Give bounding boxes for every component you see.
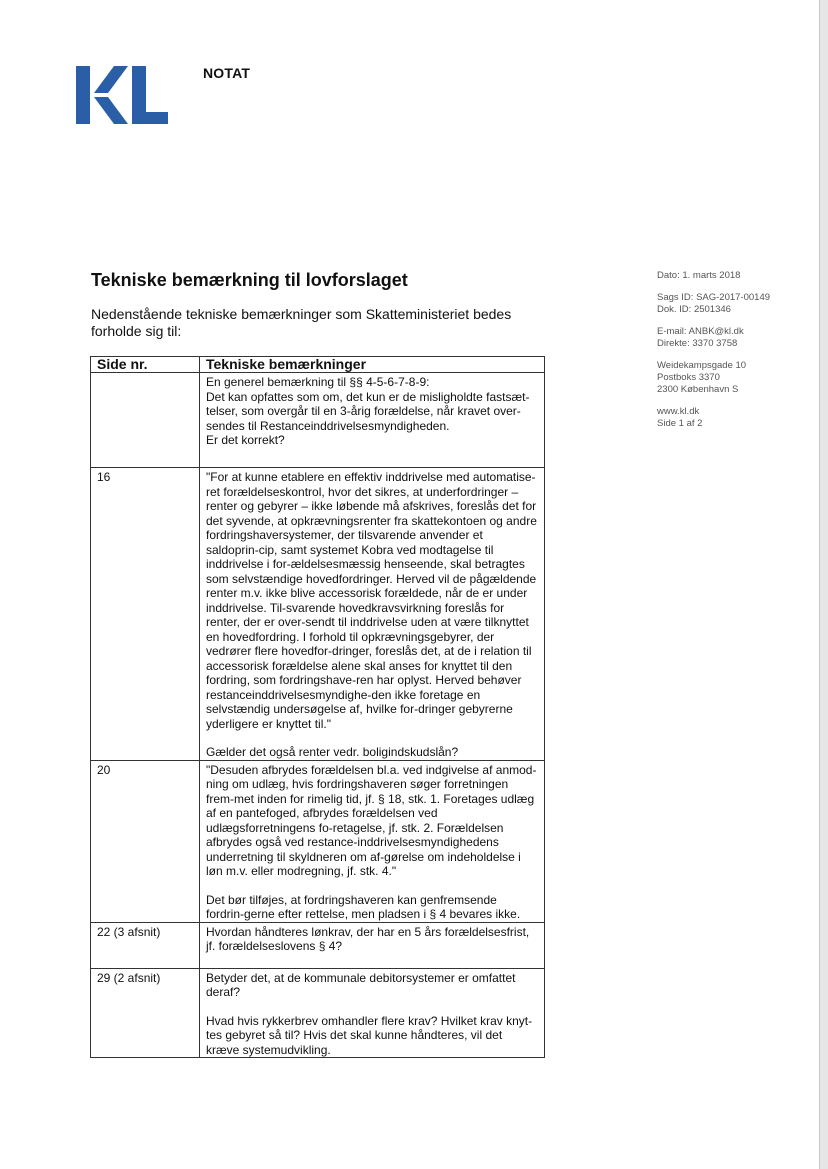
table-row (91, 760, 545, 922)
remark-paragraph: "Desuden afbrydes forældelsen bl.a. ved indgivelse af anmod-ning om udlæg, hvis fordringshaveren søger forretningen frem-met inden for rimelig tid, jf. § 18, stk. 1. Foretages udlæg af en pantefoged, afbrydes forældelsen ved udlægsforretningens fo-retagelse, jf. stk. 2. Forældelsen afbrydes også ved restance-inddrivelsesmyndighedens underretning til skyldneren om af-gørelse om indeholdelse i løn m.v. eller modregning, jf. stk. 4." (206, 762, 537, 878)
side-cell: 29 (2 afsnit) (91, 968, 200, 1058)
side-cell: 20 (91, 760, 200, 922)
remark-cell (200, 373, 545, 468)
doc-type-label: NOTAT (203, 65, 251, 81)
table-row (91, 922, 545, 968)
remark-paragraph: Gælder det også renter vedr. boligindskudslån? (206, 745, 459, 759)
remark-paragraph: En generel bemærkning til §§ 4-5-6-7-8-9: (206, 375, 430, 389)
paragraph-gap (206, 1000, 538, 1014)
paragraph-gap (206, 731, 538, 745)
table-header-row (91, 357, 545, 373)
remark-cell (200, 760, 545, 922)
meta-web: www.kl.dk (657, 406, 700, 417)
side-cell: 22 (3 afsnit) (91, 922, 200, 968)
header-side-nr: Side nr. (91, 357, 200, 373)
table-row (91, 968, 545, 1058)
meta-page: Side 1 af 2 (657, 418, 703, 429)
remark-cell (200, 922, 545, 968)
meta-address-line3: 2300 København S (657, 384, 739, 395)
paragraph-gap (206, 879, 538, 893)
meta-date: Dato: 1. marts 2018 (657, 270, 741, 281)
remark-paragraph: Hvad hvis rykkerbrev omhandler flere krav? Hvilket krav knyt-tes gebyret så til? Hvis det skal kunne håndteres, vil det kræve systemudvikling. (206, 1013, 533, 1057)
remark-paragraph: Det bør tilføjes, at fordringshaveren kan genfremsende fordrin-gerne efter rettelse, men pladsen i § 4 bevares ikke. (206, 892, 521, 921)
side-cell (91, 373, 200, 468)
page-edge (820, 0, 828, 1169)
header-tekniske-bemaerkninger: Tekniske bemærkninger (200, 357, 545, 373)
remark-cell (200, 968, 545, 1058)
remark-paragraph: "For at kunne etablere en effektiv inddrivelse med automatise-ret forældelseskontrol, hvor det sikres, at underfordringer – renter og gebyrer – ikke løbende må afskrives, foreslås det for det syvende, at opkrævningsrenter fra skattekontoen og andre fordringshaversystemer, der tilsvarende anvender et saldoprin-cip, samt systemet Kobra ved modtagelse til inddrivelse i for-ældelsesmæssig henseende, skal betragtes som selvstændige hovedfordringer. Herved vil de pågældende renter m.v. ikke blive accessorisk forældede, når de er under inddrivelse. Til-svarende hovedkravsvirkning foreslås for renter, der er over-sendt til inddrivelse uden at være tilknyttet en hovedfordring. I forhold til opkrævningsgebyrer, der vedrører flere hovedfor-dringer, foreslås det, at de i relation til accessorisk forældelse alene skal anses for knyttet til den fordring, som fordringshave-ren har oplyst. Herved behøver restanceinddrivelsesmyndighe-den ikke foretage en selvstændig undersøgelse af, hvilke for-dringer gebyrerne yderligere er knyttet til." (206, 470, 537, 731)
page-title: Tekniske bemærkning til lovforslaget (91, 270, 408, 290)
remark-cell (200, 468, 545, 761)
side-cell: 16 (91, 468, 200, 761)
meta-sags-id: Sags ID: SAG-2017-00149 (657, 292, 771, 303)
remarks-table (90, 356, 545, 1058)
remark-paragraph: Det kan opfattes som om, det kun er de misligholdte fastsæt-telser, som overgår til en 3-årig forældelse, når kravet over-sendes til Restanceinddrivelsesmyndigheden. (206, 389, 530, 433)
table-row (91, 373, 545, 468)
meta-address-line2: Postboks 3370 (657, 372, 720, 383)
remark-paragraph: Er det korrekt? (206, 433, 285, 447)
meta-email: E-mail: ANBK@kl.dk (657, 326, 744, 337)
remark-paragraph: Hvordan håndteres lønkrav, der har en 5 års forældelsesfrist, jf. forældelseslovens § 4? (206, 924, 530, 953)
meta-address-line1: Weidekampsgade 10 (657, 360, 747, 371)
table-row (91, 468, 545, 761)
meta-sidebar (657, 270, 817, 440)
remark-paragraph: Betyder det, at de kommunale debitorsystemer er omfattet deraf? (206, 970, 516, 999)
meta-direkte: Direkte: 3370 3758 (657, 338, 738, 349)
meta-dok-id: Dok. ID: 2501346 (657, 304, 731, 315)
intro-text: Nedenstående tekniske bemærkninger som Skatteministeriet bedes forholde sig til: (91, 306, 512, 339)
kl-logo (76, 66, 168, 124)
